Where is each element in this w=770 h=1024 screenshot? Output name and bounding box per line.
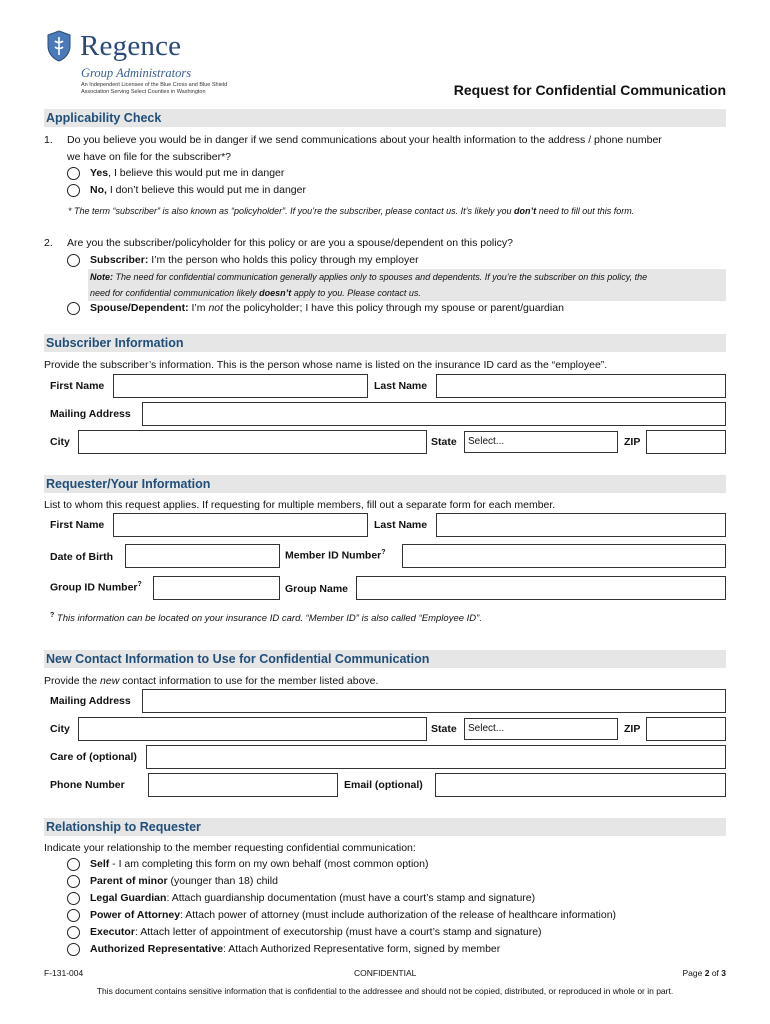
subscriber-state-label: State [431,436,457,448]
section-subscriber-heading: Subscriber Information [44,334,726,352]
section-requester-heading: Requester/Your Information [44,475,726,493]
relationship-poa-radio[interactable] [67,909,80,922]
contact-mailing-label: Mailing Address [50,695,131,707]
requester-description: List to whom this request applies. If requesting for multiple members, fill out a separate form for each member. [44,499,556,511]
subscriber-mailing-field[interactable] [142,402,726,426]
requester-dob-label: Date of Birth [50,551,113,563]
question-2-number: 2. [44,237,53,249]
page-indicator: Page 2 of 3 [682,968,726,978]
requester-first-name-label: First Name [50,519,105,531]
contact-email-field[interactable] [435,773,726,797]
subscriber-last-name-label: Last Name [374,380,428,392]
subscriber-note: Note: The need for confidential communication generally applies only to spouses and dependents. If you’re the subscriber on this policy, the need for confidential communication likely doesn’t apply to you. Please contact us. [88,269,726,301]
requester-group-name-label: Group Name [285,583,349,595]
q2-spouse-dependent-radio[interactable] [67,302,80,315]
contact-zip-field[interactable] [646,717,726,741]
relationship-authorized-rep-radio[interactable] [67,943,80,956]
contact-email-label: Email (optional) [344,779,423,791]
relationship-parent-label: Parent of minor (younger than 18) child [90,875,278,887]
contact-city-label: City [50,723,70,735]
member-id-footnote: ? This information can be located on your insurance ID card. “Member ID” is also called “Employee ID”. [50,612,482,625]
subscriber-last-name-field[interactable] [436,374,726,398]
requester-first-name-field[interactable] [113,513,368,537]
contact-mailing-field[interactable] [142,689,726,713]
contact-state-select[interactable]: Select... [464,718,618,740]
relationship-poa-label: Power of Attorney: Attach power of attorney (must include authorization of the release of healthcare information) [90,909,617,921]
subscriber-mailing-label: Mailing Address [50,408,131,420]
question-1-text-line-1: Do you believe you would be in danger if we send communications about your health information to the address / phone number [67,134,662,146]
requester-group-name-field[interactable] [356,576,726,600]
subscriber-zip-label: ZIP [624,436,641,448]
requester-last-name-label: Last Name [374,519,428,531]
brand-tagline-2: Association Serving Select Counties in Washington [81,89,206,95]
relationship-authorized-rep-label: Authorized Representative: Attach Authorized Representative form, signed by member [90,943,501,955]
question-1-number: 1. [44,134,53,146]
relationship-executor-label: Executor: Attach letter of appointment of executorship (must have a court’s stamp and signature) [90,926,542,938]
section-relationship-heading: Relationship to Requester [44,818,726,836]
subscriber-state-select[interactable]: Select... [464,431,618,453]
confidentiality-disclaimer: This document contains sensitive information that is confidential to the addressee and should not be copied, distributed, or reproduced in whole or in part. [96,986,674,996]
contact-care-of-field[interactable] [146,745,726,769]
question-2-text: Are you the subscriber/policyholder for this policy or are you a spouse/dependent on this policy? [67,237,513,249]
relationship-guardian-label: Legal Guardian: Attach guardianship documentation (must have a court’s stamp and signature) [90,892,536,904]
form-id: F-131-004 [44,968,84,978]
q2-spouse-dependent-label: Spouse/Dependent: I’m not the policyholder; I have this policy through my spouse or parent/guardian [90,302,564,314]
relationship-guardian-radio[interactable] [67,892,80,905]
q1-yes-radio[interactable] [67,167,80,180]
document-title: Request for Confidential Communication [453,82,726,98]
relationship-self-label: Self - I am completing this form on my own behalf (most common option) [90,858,429,870]
subscriber-zip-field[interactable] [646,430,726,454]
contact-description: Provide the new contact information to use for the member listed above. [44,675,379,687]
contact-care-of-label: Care of (optional) [50,751,137,763]
brand-name: Regence [80,30,182,62]
contact-zip-label: ZIP [624,723,641,735]
q2-subscriber-radio[interactable] [67,254,80,267]
subscriber-footnote: * The term “subscriber” is also known as “policyholder”. If you’re the subscriber, please contact us. It’s likely you don’t need to fill out this form. [68,206,635,216]
section-applicability-heading: Applicability Check [44,109,726,127]
relationship-description: Indicate your relationship to the member requesting confidential communication: [44,842,416,854]
contact-phone-label: Phone Number [50,779,125,791]
subscriber-first-name-label: First Name [50,380,105,392]
brand-tagline-1: An Independent Licensee of the Blue Cross and Blue Shield [81,82,228,88]
requester-member-id-label: Member ID Number? [285,549,386,562]
contact-state-label: State [431,723,457,735]
subscriber-city-field[interactable] [78,430,427,454]
q1-no-radio[interactable] [67,184,80,197]
subscriber-city-label: City [50,436,70,448]
q2-subscriber-label: Subscriber: I’m the person who holds this policy through my employer [90,254,419,266]
brand-subtitle: Group Administrators [81,66,192,80]
relationship-self-radio[interactable] [67,858,80,871]
subscriber-first-name-field[interactable] [113,374,368,398]
q1-yes-label: Yes, I believe this would put me in danger [90,167,285,179]
regence-shield-logo-icon [46,30,72,62]
section-contact-heading: New Contact Information to Use for Confidential Communication [44,650,726,668]
contact-city-field[interactable] [78,717,427,741]
requester-dob-field[interactable] [125,544,280,568]
requester-group-id-field[interactable] [153,576,280,600]
question-1-text-line-2: we have on file for the subscriber*? [67,151,232,163]
relationship-executor-radio[interactable] [67,926,80,939]
relationship-parent-radio[interactable] [67,875,80,888]
q1-no-label: No, I don’t believe this would put me in danger [90,184,306,196]
contact-phone-field[interactable] [148,773,338,797]
confidential-label: CONFIDENTIAL [354,968,417,978]
subscriber-description: Provide the subscriber’s information. This is the person whose name is listed on the insurance ID card as the “employee”. [44,359,608,371]
requester-member-id-field[interactable] [402,544,726,568]
requester-last-name-field[interactable] [436,513,726,537]
requester-group-id-label: Group ID Number? [50,581,142,594]
